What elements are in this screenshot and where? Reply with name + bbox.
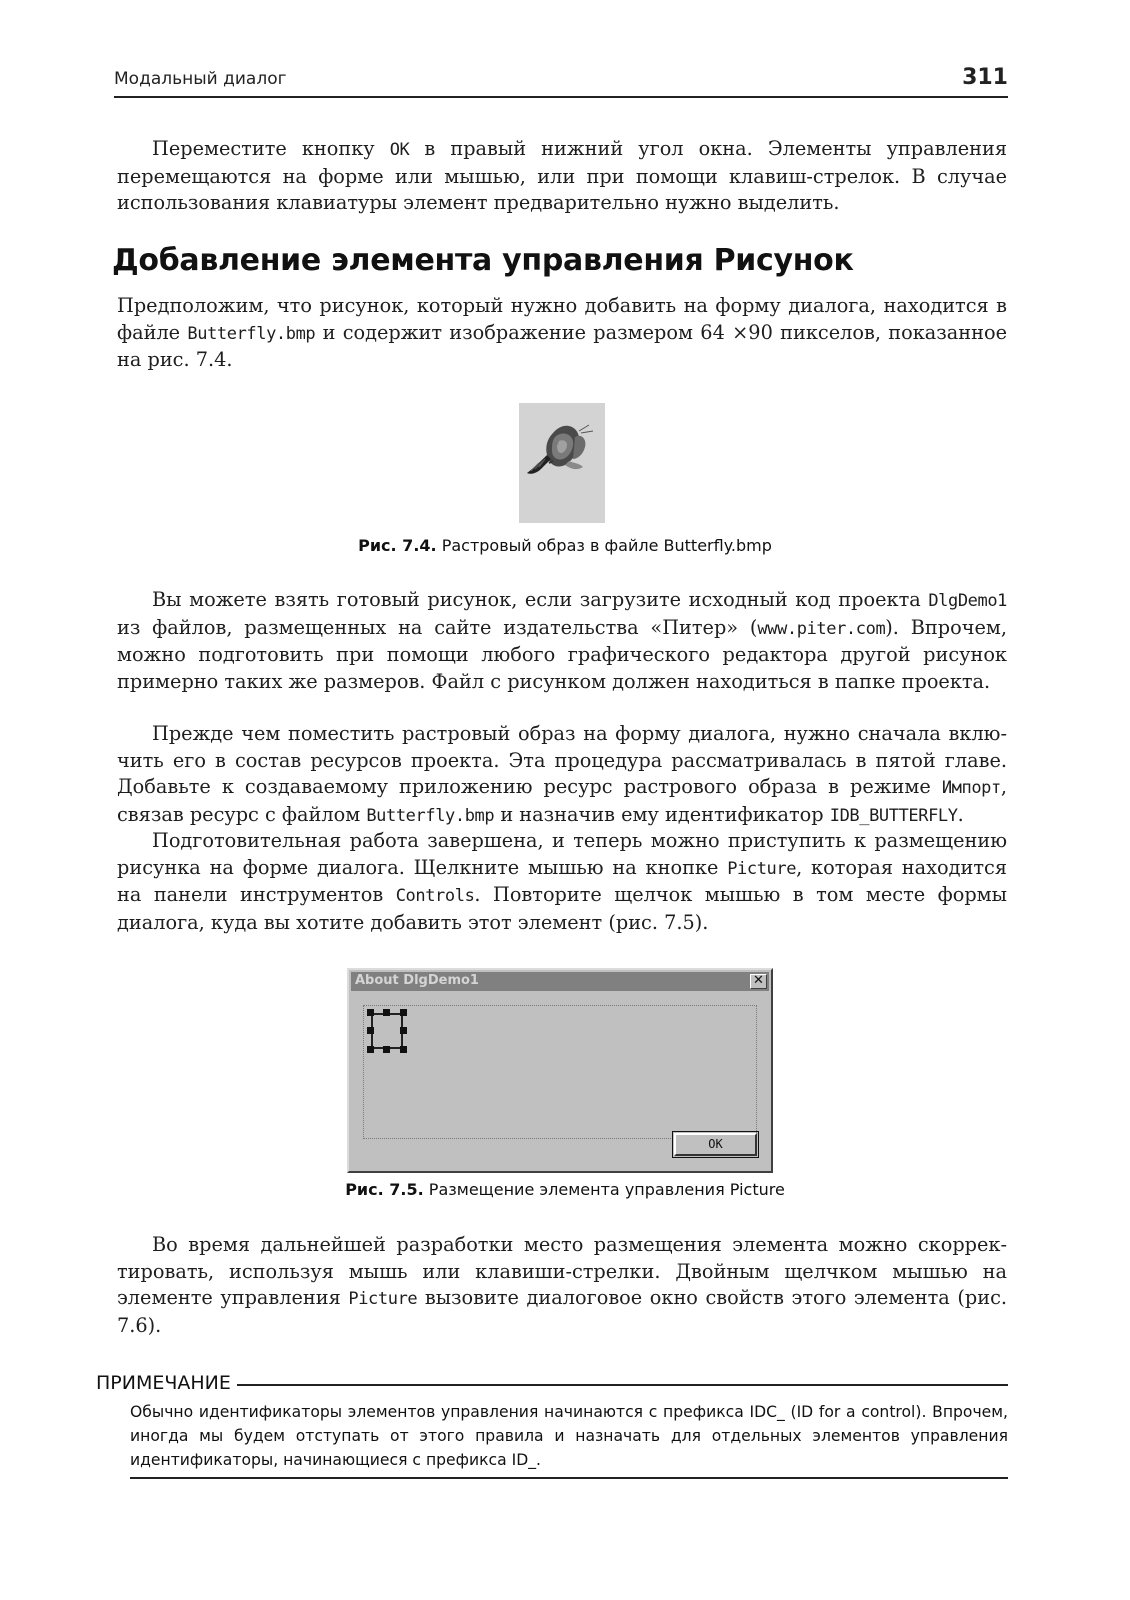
code-ok: OK <box>389 140 410 160</box>
paragraph-adjust-position: Во время дальнейшей разработки место размещения элемента можно скорректировать, используя мышь или клавиши-стрелки. Двойным щелчком мышью на элементе управления Picture вызовите диалоговое окно свойств этого элемента (рис. 7.6). <box>117 1233 1008 1337</box>
code-picture-button: Picture <box>727 858 797 879</box>
chapter-title: Модальный диалог <box>114 69 287 89</box>
about-dialog-screenshot <box>347 968 773 1173</box>
figure-7-4-caption <box>0 536 1130 555</box>
figure-7-5-text: Размещение элемента управления Picture <box>428 1180 785 1199</box>
picture-control[interactable] <box>367 1009 407 1053</box>
close-icon[interactable]: ✕ <box>750 974 767 989</box>
resize-handle-bottom[interactable] <box>383 1046 390 1053</box>
note-bottom-rule <box>130 1477 1008 1479</box>
note-label: ПРИМЕЧАНИЕ <box>96 1372 237 1394</box>
paragraph-download-source: Вы можете взять готовый рисунок, если загрузите исходный код проекта DlgDemo1 из файлов, размещенных на сайте издательства «Питер» (www.piter.com). Впрочем, можно подготовить при помощи любого графического редактора другой рисунок примерно таких же размеров. Файл с рисунком должен находиться в папке проекта. <box>117 588 1007 693</box>
code-controls-toolbar: Controls <box>395 886 475 906</box>
resize-handle-bottom-right[interactable] <box>400 1046 407 1053</box>
resize-handle-right[interactable] <box>400 1027 407 1034</box>
paragraph-picture-intro: Предположим, что рисунок, который нужно добавить на форму диалога, находится в файле Butterfly.bmp и содержит изображение размером 64 ×90 пикселов, показанное на рис. 7.4. <box>117 294 1007 371</box>
resize-handle-top-left[interactable] <box>367 1009 374 1016</box>
code-website: www.piter.com <box>757 618 886 639</box>
ok-button[interactable]: OK <box>674 1133 757 1156</box>
running-header <box>114 60 1008 98</box>
butterfly-image <box>519 403 605 523</box>
code-project-name: DlgDemo1 <box>928 591 1007 611</box>
code-resource-file: Butterfly.bmp <box>366 805 495 826</box>
dialog-title-bar <box>351 972 769 991</box>
section-heading: Добавление элемента управления Рисунок <box>112 243 854 278</box>
resize-handle-left[interactable] <box>367 1027 374 1034</box>
dialog-title: About DlgDemo1 <box>355 973 479 988</box>
code-filename: Butterfly.bmp <box>187 323 316 344</box>
resize-handle-bottom-left[interactable] <box>367 1046 374 1053</box>
paragraph-move-ok: Переместите кнопку OK в правый нижний угол окна. Элементы управления перемещаются на форме или мышью, или при помощи клавиш-стрелок. В случае использования клавиатуры элемент предварительно нужно выделить. <box>117 137 1007 214</box>
figure-7-4-label: Рис. 7.4. <box>358 536 437 555</box>
note-text: Обычно идентификаторы элементов управления начинаются с префикса IDC_ (ID for a control). Впрочем, иногда мы будем отступать от этого правила и назначать для отдельных элементов управления идентификаторы, начинающиеся с префикса ID_. <box>130 1403 1008 1469</box>
figure-7-5-caption <box>0 1180 1130 1199</box>
picture-frame <box>371 1013 403 1049</box>
code-picture-element: Picture <box>348 1289 418 1309</box>
paragraph-place-picture: Подготовительная работа завершена, и теперь можно приступить к размещению рисунка на форме диалога. Щелкните мышью на кнопке Picture, которая находится на панели инструментов Controls. Повторите щелчок мышью в том месте формы диалога, куда вы хотите добавить этот элемент (рис. 7.5). <box>117 829 1007 934</box>
dialog-client-area <box>363 1005 757 1139</box>
figure-7-4-text: Растровый образ в файле Butterfly.bmp <box>441 536 772 555</box>
resize-handle-top[interactable] <box>383 1009 390 1016</box>
code-resource-id: IDB_BUTTERFLY <box>829 805 958 826</box>
code-import-mode: Импорт <box>941 778 1001 798</box>
page-number: 311 <box>962 65 1008 90</box>
paragraph-add-resource: Прежде чем поместить растровый образ на форму диалога, нужно сначала включить его в состав ресурсов проекта. Эта процедура рассматривалась в пятой главе. Добавьте к создаваемому приложению ресурс растрового образа в режиме Импорт, связав ресурс с файлом Butterfly.bmp и назначив ему идентификатор IDB_BUTTERFLY. <box>117 722 1007 826</box>
note-header <box>96 1372 1008 1398</box>
resize-handle-top-right[interactable] <box>400 1009 407 1016</box>
butterfly-icon <box>519 403 605 523</box>
figure-7-5-label: Рис. 7.5. <box>345 1180 424 1199</box>
